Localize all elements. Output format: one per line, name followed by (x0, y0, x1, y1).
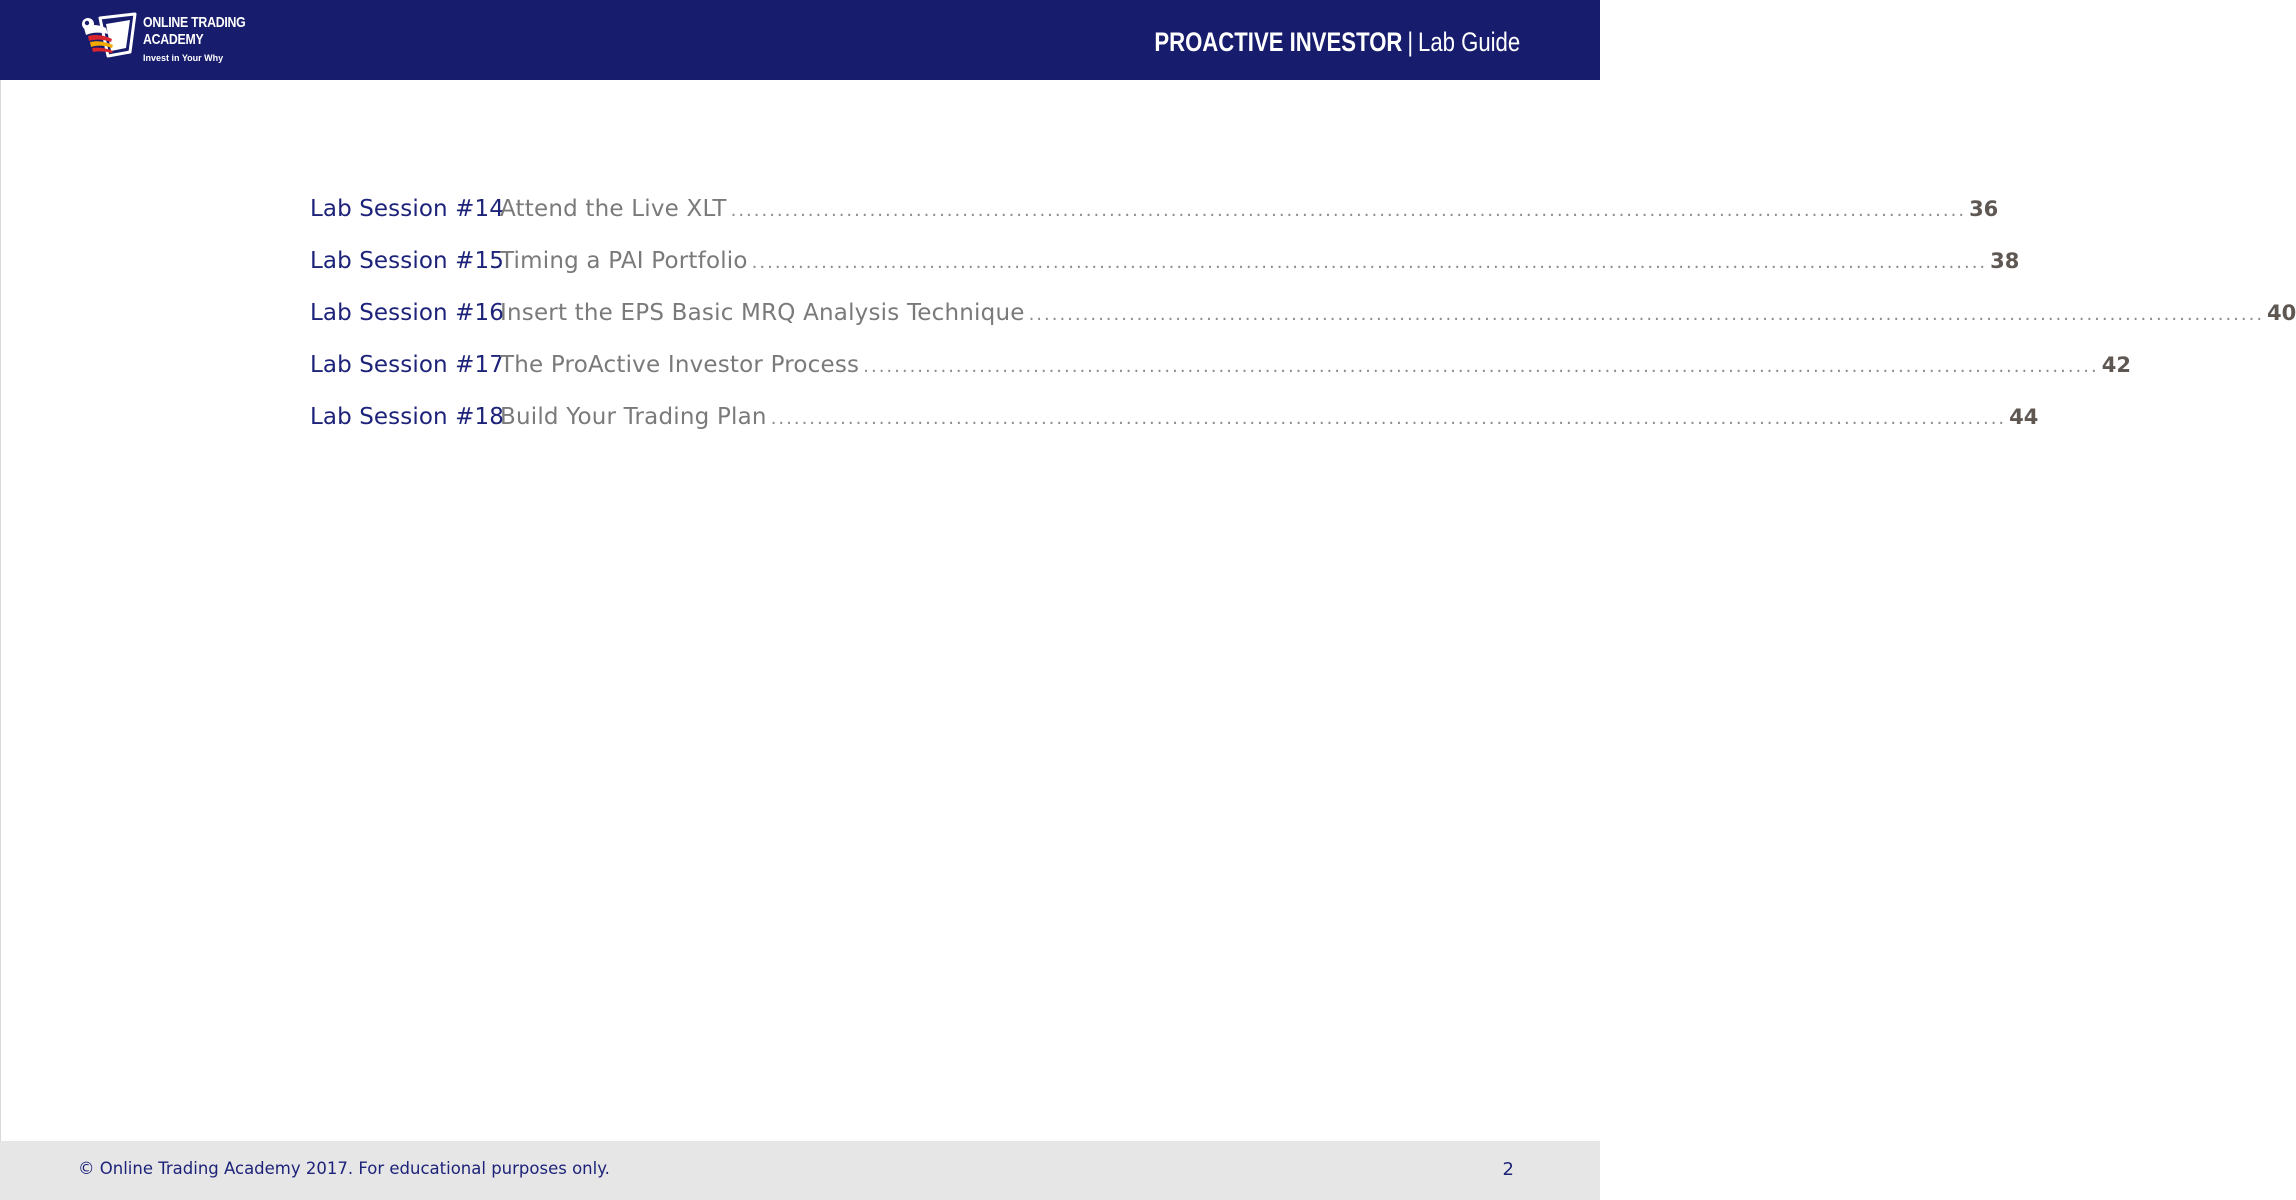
title-separator: | (1407, 27, 1413, 57)
toc-entry[interactable] (310, 352, 2131, 404)
toc-page-number: 44 (2009, 405, 2039, 429)
toc-dot-leader: ................................................................................................................................................................ (730, 200, 1967, 221)
toc-entry[interactable] (310, 196, 1999, 248)
header-bar (0, 0, 1600, 80)
toc-title: Attend the Live XLT (500, 196, 727, 222)
page-number: 2 (1502, 1159, 1514, 1180)
toc-title: Timing a PAI Portfolio (500, 248, 748, 274)
toc-dot-leader: ................................................................................................................................................................ (1028, 304, 2265, 325)
toc-page-number: 36 (1969, 197, 1999, 221)
document-title-light: Lab Guide (1417, 27, 1520, 57)
toc-dot-leader: ................................................................................................................................................................ (770, 408, 2007, 429)
toc-session-label: Lab Session #14 (310, 196, 504, 222)
toc-title: Build Your Trading Plan (500, 404, 767, 430)
toc-dot-leader: ................................................................................................................................................................ (863, 356, 2099, 377)
toc-entry[interactable] (310, 404, 2039, 456)
logo-wordmark (143, 15, 268, 63)
logo-line-2: ACADEMY (143, 31, 204, 48)
toc-page-number: 38 (1990, 249, 2020, 273)
toc-session-label: Lab Session #15 (310, 248, 504, 274)
toc-session-label: Lab Session #18 (310, 404, 504, 430)
toc-page-number: 42 (2101, 353, 2131, 377)
logo (80, 12, 250, 70)
academy-logo-icon (80, 12, 138, 58)
logo-line-1: ONLINE TRADING (143, 14, 246, 31)
toc-dot-leader: ................................................................................................................................................................ (751, 252, 1988, 273)
copyright-notice: © Online Trading Academy 2017. For educational purposes only. (78, 1159, 610, 1178)
footer-bar (0, 1141, 1600, 1200)
document-title (1154, 26, 1520, 58)
toc-entry[interactable] (310, 248, 2020, 300)
toc-session-label: Lab Session #16 (310, 300, 504, 326)
toc-session-label: Lab Session #17 (310, 352, 504, 378)
document-title-bold: PROACTIVE INVESTOR (1154, 27, 1403, 57)
page-edge (0, 0, 1, 1200)
table-of-contents (310, 196, 2296, 456)
toc-entry[interactable] (310, 300, 2296, 352)
toc-title: The ProActive Investor Process (500, 352, 860, 378)
toc-title: Insert the EPS Basic MRQ Analysis Technique (500, 300, 1025, 326)
toc-page-number: 40 (2267, 301, 2296, 325)
logo-tagline: Invest in Your Why (143, 53, 224, 63)
